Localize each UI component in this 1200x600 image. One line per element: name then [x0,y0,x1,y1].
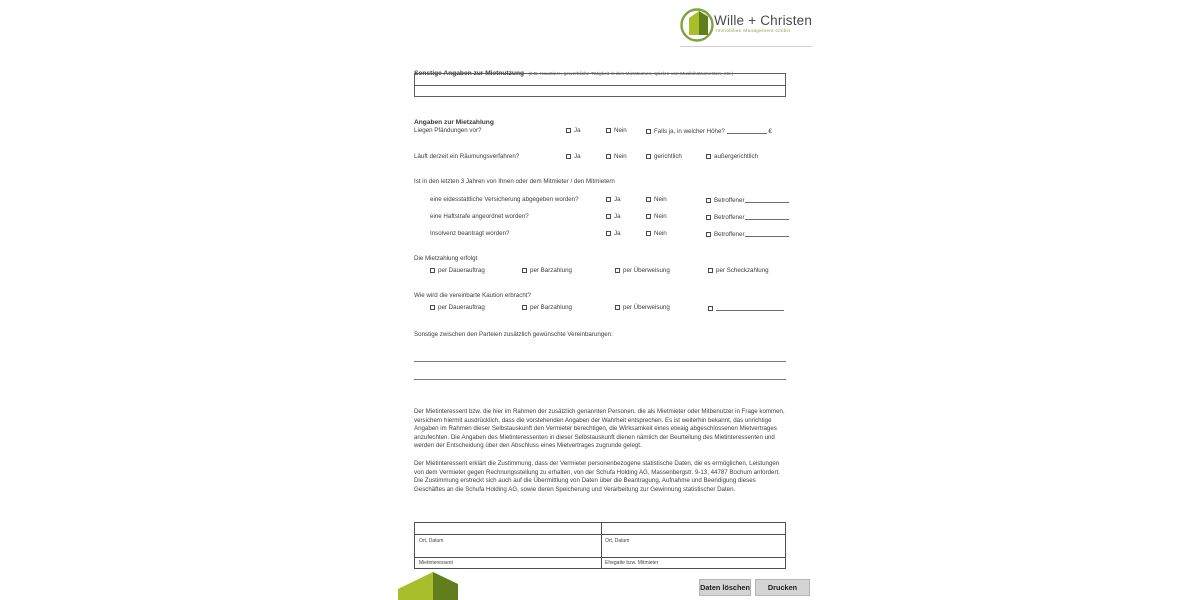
table-row-divider [415,557,785,558]
kaution-options [414,304,786,313]
role-label-ehegatte-mitmieter: Ehegatte bzw. Mitmieter [605,560,659,566]
zahlungsart-options [414,267,786,276]
zahlungsart-intro-label: Die Mietzahlung erfolgt [414,255,478,262]
option-barzahlung[interactable] [522,267,572,274]
kaution-intro [414,292,786,301]
question-label: Liegen Pfändungen vor? [414,127,482,134]
checkbox-icon[interactable] [615,268,620,273]
checkbox-icon[interactable] [646,197,651,202]
option-raeumung-nein[interactable] [606,153,627,160]
legal-paragraph-schufa: Der Mietinteressent erklärt die Zustimmung, dass der Vermieter personenbezogene statistische Daten, die es ermöglichen, Leistungen von dem Vermieter gegen Rechnungsstellung zu erhalten, von der Schufa Holding AG, Massenbergstr. 9-13, 44787 Bochum anfordert. Die Zustimmung erstreckt sich auch auf die Übermittlung von Daten über die Beantragung, Aufnahme und Beendigung dieses Geschäftes an die Schufa Holding AG, sowie deren Speicherung und Verarbeitung zur Gewinnung statistischer Daten. [414,460,780,493]
checkbox-icon[interactable] [606,231,611,236]
option-label: Falls ja, in welcher Höhe? [654,128,725,135]
checkbox-icon[interactable] [706,232,711,237]
checkbox-icon[interactable] [606,128,611,133]
legal-paragraph-selbstauskunft: Der Mietinteressent bzw. die hier im Rahmen der zusätzlich genannten Personen, die als Mietmieter oder Mitbenutzer in Frage kommen, versichern hiermit ausdrücklich, dass die vorstehenden Angaben der Wahrheit entsprechen. Es ist weiterhin bekannt, das unrichtige Angaben im Rahmen dieser Selbstauskunft den Vermieter berechtigen, die Wirksamkeit eines etwaig abgeschlossenen Mietvertrages anzufechten. Die Angaben des Mietinteressenten in dieser Selbstauskunft dienen nämlich der Beurteilung des Mietinteressenten und werden der Entscheidung über den Abschluss eines Mietvertrages zugrunde gelegt. [414,408,785,450]
option-ja[interactable] [606,230,621,237]
checkbox-icon[interactable] [646,154,651,159]
mietnutzung-input-box [414,73,786,97]
option-label: Ja [574,127,581,134]
option-label: Ja [614,213,621,220]
option-nein[interactable] [646,230,667,237]
betroffener-input-line[interactable] [745,213,789,220]
role-label-mietinteressent: Mietinteressent [419,560,453,566]
history-intro [414,178,786,187]
question-label: Läuft derzeit ein Räumungsverfahren? [414,153,520,160]
checkbox-icon[interactable] [706,215,711,220]
checkbox-icon[interactable] [522,268,527,273]
print-button[interactable]: Drucken [755,579,810,596]
option-label: per Überweisung [623,304,670,311]
option-label: Betroffener [714,214,745,221]
checkbox-icon[interactable] [646,231,651,236]
checkbox-icon[interactable] [708,306,713,311]
table-row-divider [415,534,785,535]
option-label: per Scheckzahlung [716,267,769,274]
vereinbarungen-input-line-1[interactable] [414,361,786,362]
option-label: Nein [614,127,627,134]
kaution-intro-label: Wie wird die vereinbarte Kaution erbracht? [414,292,531,299]
checkbox-icon[interactable] [430,268,435,273]
option-ja[interactable] [606,213,621,220]
ort-datum-label-right: Ort, Datum [605,538,630,544]
checkbox-icon[interactable] [522,305,527,310]
option-ja[interactable] [606,196,621,203]
brand-name: Wille + Christen [714,13,813,28]
option-label: Betroffener [714,231,745,238]
option-label: Nein [654,196,667,203]
option-label: Betroffener [714,197,745,204]
checkbox-icon[interactable] [646,129,651,134]
table-column-divider [601,523,602,568]
question-label: Insolvenz beantragt worden? [430,230,510,237]
betroffener-input-line[interactable] [745,196,789,203]
question-label: eine Haftstrafe angeordnet worden? [430,213,529,220]
checkbox-icon[interactable] [706,198,711,203]
option-label: per Dauerauftrag [438,304,485,311]
option-pfaendung-ja[interactable] [566,127,581,134]
vereinbarungen-label-row [414,331,786,340]
option-label: per Barzahlung [530,304,572,311]
option-barzahlung[interactable] [522,304,572,311]
house-watermark-icon [398,572,458,600]
checkbox-icon[interactable] [566,154,571,159]
history-intro-label: Ist in den letzten 3 Jahren von Ihnen oder dem Mitmieter / den Mitmietern [414,178,615,185]
mietnutzung-input-row-1[interactable] [415,74,785,86]
question-haftstrafe [414,213,786,222]
option-betroffener[interactable] [706,213,789,221]
vereinbarungen-label: Sonstige zwischen den Parteien zusätzlich gewünschte Vereinbarungen: [414,331,613,338]
checkbox-icon[interactable] [606,154,611,159]
option-ueberweisung[interactable] [615,267,670,274]
question-label: eine eidesstattliche Versicherung abgegeben worden? [430,196,579,203]
option-raeumung-gerichtlich[interactable] [646,153,682,160]
vereinbarungen-input-line-2[interactable] [414,379,786,380]
option-label: gerichtlich [654,153,682,160]
option-sonstige[interactable] [708,304,784,312]
option-scheckzahlung[interactable] [708,267,769,274]
betroffener-input-line[interactable] [745,230,789,237]
option-betroffener[interactable] [706,230,789,238]
signature-table [414,522,786,569]
mietnutzung-title: Sonstige Angaben zur Mietnutzung [414,70,525,77]
sonstige-input-line[interactable] [716,304,784,311]
ort-datum-label-left: Ort, Datum [419,538,444,544]
option-nein[interactable] [646,196,667,203]
question-insolvenz [414,230,786,239]
zahlungsart-intro [414,255,786,264]
brand-subtitle: Immobilien Management GmbH [716,29,791,34]
option-label: per Dauerauftrag [438,267,485,274]
checkbox-icon[interactable] [708,268,713,273]
checkbox-icon[interactable] [646,214,651,219]
option-label: Ja [614,196,621,203]
option-label: Nein [654,213,667,220]
option-pfaendung-nein[interactable] [606,127,627,134]
company-house-logo-icon [679,4,717,44]
option-pfaendung-hoehe[interactable] [646,127,772,135]
checkbox-icon[interactable] [566,128,571,133]
mietnutzung-input-row-2[interactable] [415,86,785,97]
checkbox-icon[interactable] [615,305,620,310]
checkbox-icon[interactable] [606,214,611,219]
option-label: per Barzahlung [530,267,572,274]
option-label: Ja [614,230,621,237]
option-dauerauftrag[interactable] [430,267,485,274]
logo-divider [680,46,812,47]
option-ueberweisung[interactable] [615,304,670,311]
question-raeumungsverfahren [414,153,786,162]
question-pfaendungen [414,127,786,136]
clear-data-button[interactable]: Daten löschen [699,579,751,596]
hoehe-input-line[interactable] [727,127,767,134]
checkbox-icon[interactable] [606,197,611,202]
option-label: außergerichtlich [714,153,759,160]
mietnutzung-note: (z.B. Haustiere, gewerbliche Tätigkeit in den Mieträumen, spielen von Musikinstrumenten, etc.) [528,72,734,77]
currency-symbol: € [768,128,772,135]
option-label: Nein [614,153,627,160]
option-label: Nein [654,230,667,237]
option-nein[interactable] [646,213,667,220]
checkbox-icon[interactable] [430,305,435,310]
question-eidesstattliche-versicherung [414,196,786,205]
mietzahlung-title: Angaben zur Mietzahlung [414,119,494,126]
option-label: Ja [574,153,581,160]
option-label: per Überweisung [623,267,670,274]
checkbox-icon[interactable] [706,154,711,159]
option-betroffener[interactable] [706,196,789,204]
option-dauerauftrag[interactable] [430,304,485,311]
option-raeumung-ja[interactable] [566,153,581,160]
option-raeumung-aussergerichtlich[interactable] [706,153,758,160]
